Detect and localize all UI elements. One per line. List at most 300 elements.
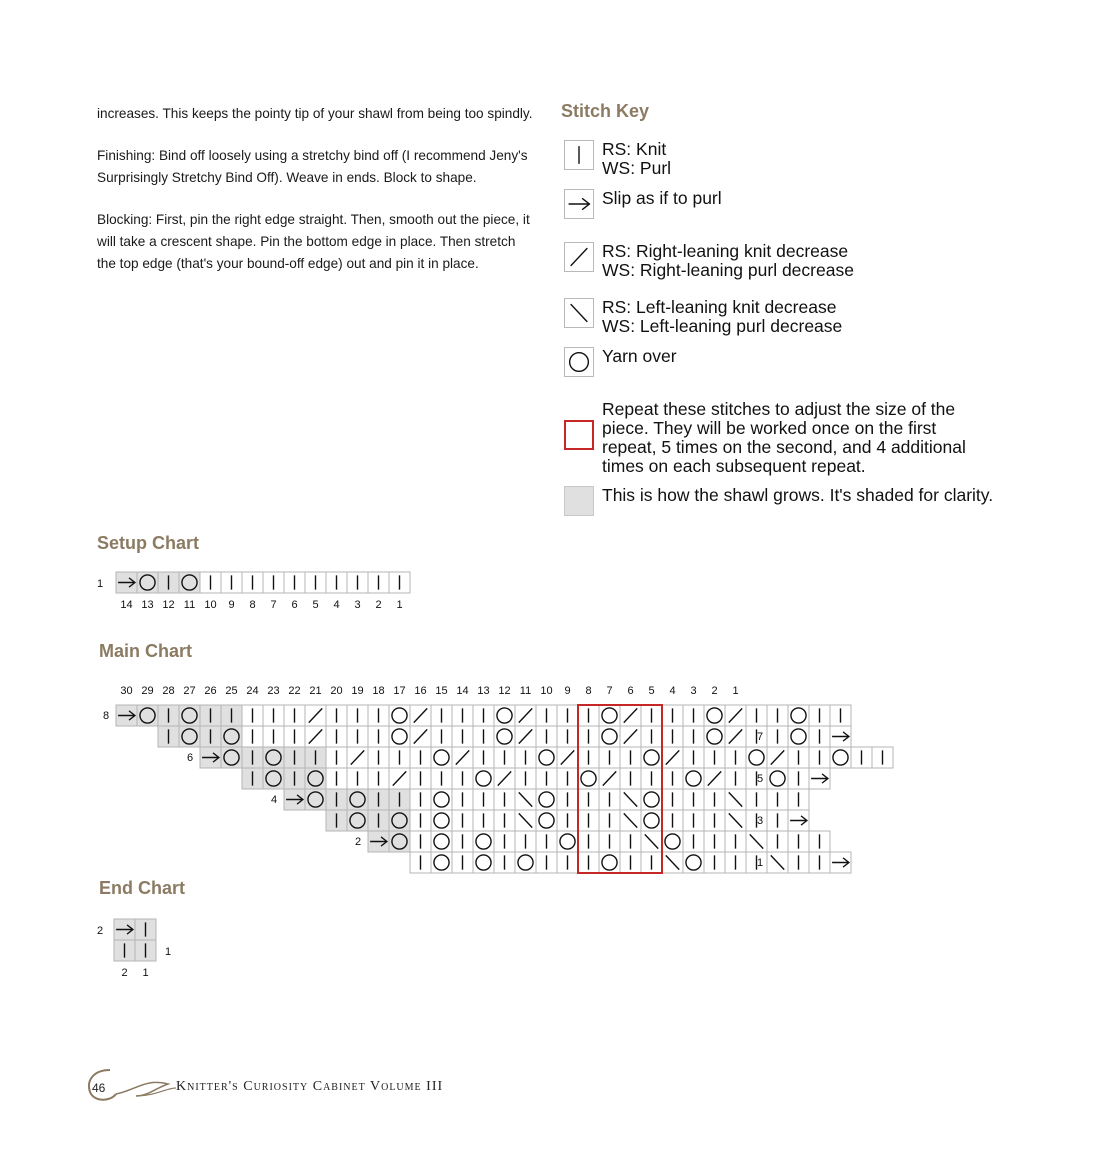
chart-cell: [326, 726, 347, 747]
chart-cell: [704, 705, 725, 726]
chart-cell: [284, 768, 305, 789]
chart-cell: [473, 852, 494, 873]
stitch-key-line: WS: Purl: [602, 158, 672, 178]
chart-cell: [767, 726, 788, 747]
chart-cell: [641, 705, 662, 726]
chart-cell: [473, 726, 494, 747]
column-label: 1: [396, 599, 403, 611]
chart-cell: [725, 831, 746, 852]
stitch-key-text: [602, 298, 842, 336]
chart-cell: [620, 810, 641, 831]
chart-cell: [179, 705, 200, 726]
chart-cell: [305, 572, 326, 593]
chart-cell: [788, 705, 809, 726]
stitch-key-item: [564, 347, 677, 377]
chart-cell: [746, 789, 767, 810]
column-label: 16: [414, 685, 427, 697]
chart-cell: [284, 726, 305, 747]
right-decrease-icon: [564, 242, 594, 272]
chart-cell: [767, 852, 788, 873]
chart-cell: [326, 789, 347, 810]
chart-cell: [599, 747, 620, 768]
chart-cell: [410, 789, 431, 810]
stitch-key-text: [602, 140, 671, 178]
chart-cell: [599, 768, 620, 789]
chart-cell: [452, 831, 473, 852]
column-label: 28: [162, 685, 175, 697]
column-label: 30: [120, 685, 133, 697]
chart-cell: [410, 726, 431, 747]
stitch-key-line: Repeat these stitches to adjust the size of the: [602, 399, 956, 419]
chart-cell: [473, 831, 494, 852]
chart-cell: [284, 747, 305, 768]
column-label: 10: [540, 685, 553, 697]
chart-cell: [641, 810, 662, 831]
stitch-key-line: times on each subsequent repeat.: [602, 456, 866, 476]
chart-cell: [620, 831, 641, 852]
chart-cell: [599, 852, 620, 873]
stitch-key-line: Slip as if to purl: [602, 188, 722, 208]
row-label: 6: [186, 752, 194, 764]
chart-cell: [473, 810, 494, 831]
chart-cell: [620, 705, 641, 726]
stitch-key-item: [564, 140, 671, 178]
chart-cell: [704, 747, 725, 768]
chart-cell: [809, 705, 830, 726]
shaded-box-icon: [564, 486, 594, 516]
chart-cell: [326, 572, 347, 593]
footer-title: Knitter's Curiosity Cabinet Volume III: [176, 1079, 444, 1094]
chart-cell: [242, 572, 263, 593]
chart-cell: [221, 572, 242, 593]
chart-cell: [114, 940, 135, 961]
chart-cell: [788, 789, 809, 810]
column-label: 4: [669, 685, 676, 697]
stitch-key-text: [602, 400, 966, 476]
chart-cell: [536, 789, 557, 810]
chart-cell: [200, 747, 221, 768]
chart-cell: [326, 768, 347, 789]
chart-cell: [494, 852, 515, 873]
chart-cell: [536, 831, 557, 852]
chart-cell: [368, 747, 389, 768]
chart-cell: [683, 747, 704, 768]
chart-cell: [515, 831, 536, 852]
column-label: 12: [498, 685, 511, 697]
row-label: 4: [270, 794, 278, 806]
chart-cell: [704, 831, 725, 852]
chart-cell: [767, 789, 788, 810]
column-label: 9: [228, 599, 235, 611]
stitch-key-item: [564, 242, 854, 280]
chart-cell: [135, 940, 156, 961]
column-label: 6: [627, 685, 634, 697]
column-label: 20: [330, 685, 343, 697]
column-label: 13: [141, 599, 154, 611]
row-label: 1: [164, 946, 172, 958]
chart-cell: [767, 768, 788, 789]
chart-cell: [305, 726, 326, 747]
chart-cell: [158, 572, 179, 593]
chart-cell: [599, 726, 620, 747]
chart-cell: [179, 726, 200, 747]
chart-cell: [368, 726, 389, 747]
chart-cell: [263, 768, 284, 789]
chart-cell: [473, 747, 494, 768]
column-label: 18: [372, 685, 385, 697]
chart-cell: [704, 726, 725, 747]
chart-cell: [368, 789, 389, 810]
chart-cell: [641, 726, 662, 747]
column-label: 10: [204, 599, 217, 611]
chart-cell: [725, 747, 746, 768]
chart-cell: [599, 705, 620, 726]
chart-cell: [683, 831, 704, 852]
chart-cell: [704, 852, 725, 873]
chart-cell: [452, 726, 473, 747]
chart-cell: [872, 747, 893, 768]
yarn-over-icon: [564, 347, 594, 377]
chart-cell: [809, 747, 830, 768]
row-label: 7: [756, 731, 764, 743]
chart-cell: [725, 810, 746, 831]
chart-cell: [116, 572, 137, 593]
column-label: 15: [435, 685, 448, 697]
chart-cell: [725, 768, 746, 789]
chart-cell: [431, 789, 452, 810]
column-label: 14: [456, 685, 469, 697]
chart-cell: [536, 768, 557, 789]
column-label: 7: [270, 599, 277, 611]
chart-cell: [788, 747, 809, 768]
stitch-key-text: [602, 189, 722, 208]
chart-cell: [347, 789, 368, 810]
chart-cell: [431, 747, 452, 768]
column-label: 7: [606, 685, 613, 697]
stitch-key-line: piece. They will be worked once on the first: [602, 418, 937, 438]
chart-cell: [347, 747, 368, 768]
chart-cell: [767, 705, 788, 726]
column-label: 6: [291, 599, 298, 611]
chart-cell: [263, 747, 284, 768]
chart-cell: [242, 747, 263, 768]
chart-cell: [662, 789, 683, 810]
column-label: 5: [648, 685, 655, 697]
stitch-key-line: repeat, 5 times on the second, and 4 additional: [602, 437, 966, 457]
column-label: 13: [477, 685, 490, 697]
column-label: 17: [393, 685, 406, 697]
chart-cell: [809, 852, 830, 873]
stitch-key-item: [564, 189, 722, 219]
column-label: 27: [183, 685, 196, 697]
chart-cell: [326, 810, 347, 831]
page-number: 46: [92, 1081, 106, 1095]
chart-cell: [683, 768, 704, 789]
chart-cell: [284, 705, 305, 726]
chart-cell: [620, 768, 641, 789]
chart-cell: [410, 852, 431, 873]
chart-cell: [347, 705, 368, 726]
chart-cell: [788, 852, 809, 873]
paragraph: increases. This keeps the pointy tip of your shawl from being too spindly.: [97, 106, 533, 121]
chart-cell: [830, 726, 851, 747]
column-label: 22: [288, 685, 301, 697]
chart-cell: [767, 810, 788, 831]
chart-cell: [389, 705, 410, 726]
chart-cell: [494, 768, 515, 789]
chart-cell: [389, 572, 410, 593]
stitch-key-line: This is how the shawl grows. It's shaded for clarity.: [602, 485, 994, 505]
chart-cell: [494, 810, 515, 831]
chart-cell: [662, 705, 683, 726]
chart-cell: [599, 810, 620, 831]
chart-cell: [431, 768, 452, 789]
chart-cell: [746, 831, 767, 852]
chart-cell: [641, 831, 662, 852]
chart-cell: [704, 768, 725, 789]
chart-cell: [200, 726, 221, 747]
column-label: 24: [246, 685, 259, 697]
stitch-key-line: Yarn over: [602, 346, 677, 366]
chart-cell: [473, 789, 494, 810]
chart-cell: [788, 726, 809, 747]
chart-cell: [431, 726, 452, 747]
chart-cell: [767, 831, 788, 852]
stitch-key-line: RS: Right-leaning knit decrease: [602, 241, 849, 261]
chart-cell: [368, 768, 389, 789]
chart-cell: [557, 768, 578, 789]
chart-cell: [620, 789, 641, 810]
chart-cell: [135, 919, 156, 940]
main-chart-title: Main Chart: [99, 641, 193, 661]
stitch-key-line: RS: Knit: [602, 139, 667, 159]
chart-cell: [683, 852, 704, 873]
chart-cell: [788, 831, 809, 852]
chart-cell: [389, 789, 410, 810]
chart-cell: [620, 852, 641, 873]
main-chart: [90, 680, 790, 880]
chart-cell: [200, 572, 221, 593]
chart-cell: [221, 705, 242, 726]
column-label: 8: [249, 599, 256, 611]
column-label: 14: [120, 599, 133, 611]
stitch-key-text: [602, 347, 677, 366]
chart-cell: [347, 810, 368, 831]
chart-cell: [515, 810, 536, 831]
chart-cell: [725, 852, 746, 873]
chart-cell: [242, 705, 263, 726]
chart-cell: [305, 747, 326, 768]
chart-cell: [683, 726, 704, 747]
row-label: 1: [96, 578, 104, 590]
chart-cell: [725, 789, 746, 810]
column-label: 26: [204, 685, 217, 697]
chart-cell: [452, 768, 473, 789]
chart-cell: [662, 747, 683, 768]
column-label: 3: [354, 599, 361, 611]
chart-cell: [494, 831, 515, 852]
chart-cell: [389, 831, 410, 852]
chart-cell: [830, 705, 851, 726]
column-label: 1: [142, 967, 149, 979]
chart-cell: [137, 572, 158, 593]
chart-cell: [158, 726, 179, 747]
chart-cell: [389, 768, 410, 789]
chart-cell: [683, 705, 704, 726]
slip-arrow-icon: [564, 189, 594, 219]
row-label: 5: [756, 773, 764, 785]
chart-cell: [557, 747, 578, 768]
chart-cell: [305, 768, 326, 789]
chart-cell: [830, 852, 851, 873]
row-label: 2: [354, 836, 362, 848]
chart-cell: [557, 705, 578, 726]
chart-cell: [242, 726, 263, 747]
chart-cell: [746, 705, 767, 726]
chart-cell: [179, 572, 200, 593]
chart-cell: [137, 705, 158, 726]
chart-cell: [452, 789, 473, 810]
chart-cell: [641, 789, 662, 810]
column-label: 11: [183, 599, 196, 611]
stitch-key-text: [602, 486, 993, 505]
chart-cell: [788, 810, 809, 831]
chart-cell: [368, 810, 389, 831]
stitch-key-line: WS: Right-leaning purl decrease: [602, 260, 854, 280]
chart-cell: [683, 789, 704, 810]
setup-chart-title: Setup Chart: [97, 533, 200, 553]
chart-cell: [578, 705, 599, 726]
chart-cell: [347, 726, 368, 747]
chart-cell: [725, 726, 746, 747]
chart-cell: [158, 705, 179, 726]
column-label: 2: [375, 599, 382, 611]
chart-cell: [452, 852, 473, 873]
chart-cell: [515, 705, 536, 726]
setup-chart: [90, 568, 430, 618]
chart-cell: [431, 852, 452, 873]
chart-cell: [704, 789, 725, 810]
chart-cell: [578, 831, 599, 852]
paragraph: Finishing: Bind off loosely using a stretchy bind off (I recommend Jeny's Surprisingly Stretchy Bind Off). Weave in ends. Block to shape.: [97, 148, 528, 185]
chart-cell: [578, 789, 599, 810]
column-label: 5: [312, 599, 319, 611]
chart-cell: [368, 572, 389, 593]
column-label: 9: [564, 685, 571, 697]
row-label: 8: [102, 710, 110, 722]
chart-cell: [494, 726, 515, 747]
chart-cell: [662, 810, 683, 831]
stitch-key-line: WS: Left-leaning purl decrease: [602, 316, 843, 336]
repeat-box-icon: [564, 420, 594, 450]
column-label: 21: [309, 685, 322, 697]
chart-cell: [410, 810, 431, 831]
chart-cell: [641, 747, 662, 768]
chart-cell: [809, 831, 830, 852]
chart-cell: [557, 810, 578, 831]
chart-cell: [830, 747, 851, 768]
chart-cell: [389, 747, 410, 768]
chart-cell: [305, 705, 326, 726]
chart-cell: [410, 705, 431, 726]
chart-cell: [641, 852, 662, 873]
chart-cell: [368, 831, 389, 852]
chart-cell: [578, 726, 599, 747]
chart-cell: [431, 810, 452, 831]
chart-cell: [221, 747, 242, 768]
column-label: 25: [225, 685, 238, 697]
stitch-key-line: RS: Left-leaning knit decrease: [602, 297, 837, 317]
chart-cell: [410, 768, 431, 789]
chart-cell: [599, 831, 620, 852]
column-label: 4: [333, 599, 340, 611]
column-label: 3: [690, 685, 697, 697]
chart-cell: [368, 705, 389, 726]
stitch-key-text: [602, 242, 854, 280]
chart-cell: [326, 705, 347, 726]
column-label: 2: [711, 685, 718, 697]
chart-cell: [515, 852, 536, 873]
end-chart: [90, 916, 190, 986]
chart-cell: [536, 726, 557, 747]
chart-cell: [515, 726, 536, 747]
chart-cell: [473, 768, 494, 789]
chart-cell: [221, 726, 242, 747]
chart-cell: [662, 831, 683, 852]
chart-cell: [767, 747, 788, 768]
chart-cell: [284, 789, 305, 810]
chart-cell: [389, 726, 410, 747]
column-label: 19: [351, 685, 364, 697]
chart-cell: [536, 705, 557, 726]
stitch-key-item: [564, 298, 842, 336]
left-decrease-icon: [564, 298, 594, 328]
row-label: 3: [756, 815, 764, 827]
chart-cell: [662, 852, 683, 873]
chart-cell: [284, 572, 305, 593]
column-label: 1: [732, 685, 739, 697]
chart-cell: [494, 705, 515, 726]
chart-cell: [746, 747, 767, 768]
column-label: 11: [519, 685, 532, 697]
chart-cell: [557, 726, 578, 747]
chart-cell: [114, 919, 135, 940]
chart-cell: [851, 747, 872, 768]
chart-cell: [578, 747, 599, 768]
chart-cell: [494, 789, 515, 810]
chart-cell: [641, 768, 662, 789]
chart-cell: [452, 747, 473, 768]
column-label: 29: [141, 685, 154, 697]
end-chart-title: End Chart: [99, 878, 186, 898]
chart-cell: [809, 726, 830, 747]
column-label: 2: [121, 967, 128, 979]
chart-cell: [389, 810, 410, 831]
chart-cell: [599, 789, 620, 810]
chart-cell: [263, 705, 284, 726]
paragraph: Blocking: First, pin the right edge straight. Then, smooth out the piece, it will take a crescent shape. Pin the bottom edge in place. Then stretch the top edge (that's your bound-off edge) out and pin it in place.: [97, 212, 530, 271]
stitch-key-title: Stitch Key: [561, 101, 650, 121]
chart-cell: [410, 747, 431, 768]
chart-cell: [515, 789, 536, 810]
chart-cell: [242, 768, 263, 789]
column-label: 12: [162, 599, 175, 611]
column-label: 23: [267, 685, 280, 697]
chart-cell: [200, 705, 221, 726]
chart-cell: [704, 810, 725, 831]
stitch-key-item: [564, 400, 966, 476]
chart-cell: [536, 747, 557, 768]
